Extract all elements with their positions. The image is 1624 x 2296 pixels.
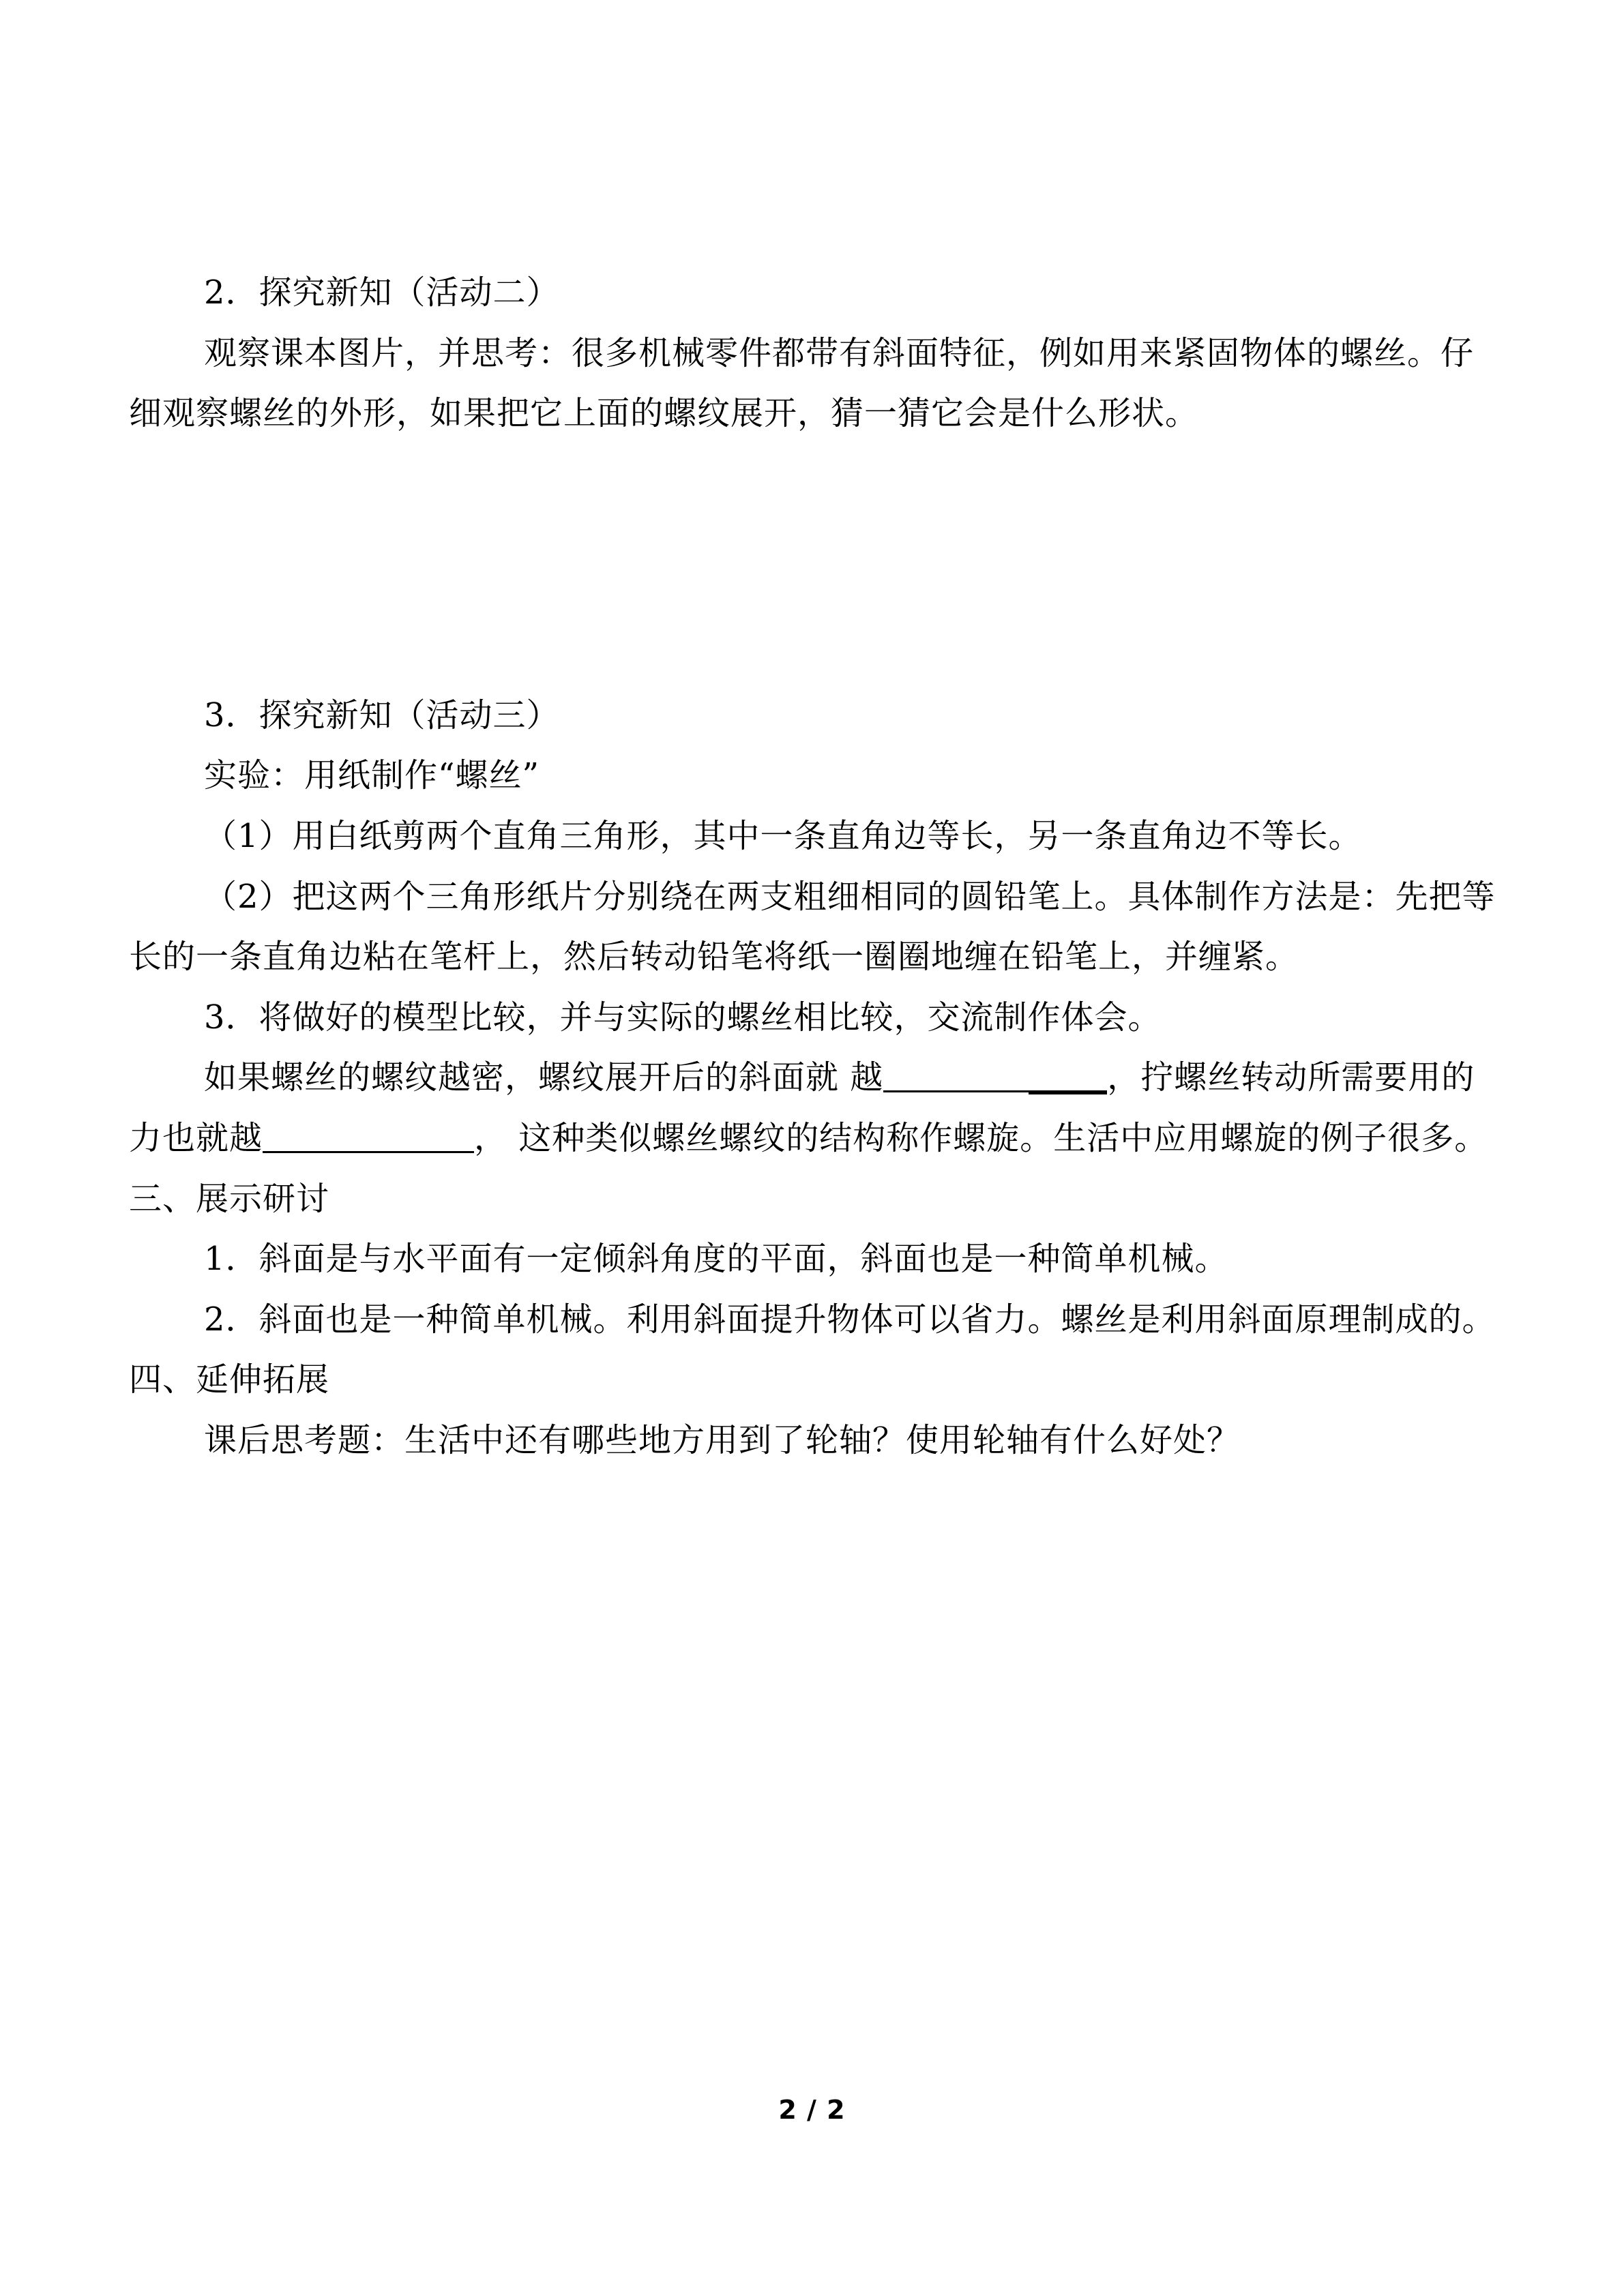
line-step-2b: 长的一条直角边粘在笔杆上，然后转动铅笔将纸一圈圈地缠在铅笔上，并缠紧。 <box>129 938 1299 976</box>
line-experiment-title: 实验：用纸制作“螺丝” <box>204 756 540 795</box>
line-point-2: 2．斜面也是一种简单机械。利用斜面提升物体可以省力。螺丝是利用斜面原理制成的。 <box>204 1300 1496 1339</box>
heading-section-3-discussion: 三、展示研讨 <box>129 1179 330 1218</box>
line-homework-question: 课后思考题：生活中还有哪些地方用到了轮轴？使用轮轴有什么好处？ <box>204 1420 1241 1459</box>
line-step-3: 3．将做好的模型比较，并与实际的螺丝相比较，交流制作体会。 <box>204 998 1162 1037</box>
line-fill-blank-2 <box>129 1108 1496 1169</box>
fill-2-before: 力也就越 <box>129 1118 263 1157</box>
line-step-2a: （2）把这两个三角形纸片分别绕在两支粗细相同的圆铅笔上。具体制作方法是：先把等 <box>204 877 1496 916</box>
line-fill-blank-1 <box>129 1047 1496 1108</box>
fill-blank-underline-2 <box>263 1151 474 1153</box>
para-observe-line-2: 细观察螺丝的外形，如果把它上面的螺纹展开，猜一猜它会是什么形状。 <box>129 394 1199 433</box>
heading-section-4-extension: 四、延伸拓展 <box>129 1360 330 1399</box>
line-step-1: （1）用白纸剪两个直角三角形，其中一条直角边等长，另一条直角边不等长。 <box>204 816 1362 855</box>
fill-1-after: ，拧螺丝转动所需要用的 <box>1107 1058 1475 1097</box>
fill-blank-underline-1b <box>1029 1090 1107 1094</box>
fill-1-before: 如果螺丝的螺纹越密，螺纹展开后的斜面就 越 <box>204 1058 884 1097</box>
line-point-1: 1．斜面是与水平面有一定倾斜角度的平面，斜面也是一种简单机械。 <box>204 1240 1228 1279</box>
fill-blank-underline-1a <box>883 1090 1030 1092</box>
fill-2-after: ， 这种类似螺丝螺纹的结构称作螺旋。生活中应用螺旋的例子很多。 <box>474 1118 1488 1157</box>
para-observe-line-1: 观察课本图片，并思考：很多机械零件都带有斜面特征，例如用来紧固物体的螺丝。仔 <box>204 333 1475 372</box>
heading-activity-3: 3．探究新知（活动三） <box>204 696 560 734</box>
heading-activity-2: 2．探究新知（活动二） <box>204 273 560 312</box>
page-number: 2 / 2 <box>778 2095 846 2125</box>
blank-image-area <box>129 444 1496 685</box>
